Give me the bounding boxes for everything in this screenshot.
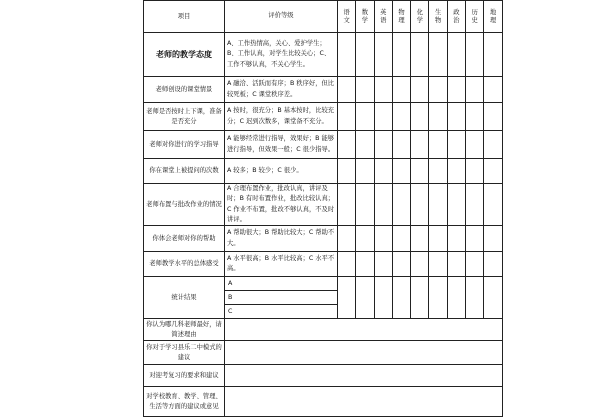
rating-cell[interactable]	[338, 103, 356, 131]
rating-cell[interactable]	[447, 184, 465, 226]
evaluation-row	[144, 184, 503, 226]
results-row	[144, 277, 503, 319]
rating-cell[interactable]	[447, 226, 465, 252]
row-item-label: 老师布置与批改作业的情况	[144, 184, 225, 226]
evaluation-row	[144, 226, 503, 252]
rating-cell[interactable]	[466, 33, 484, 77]
rating-cell[interactable]	[411, 77, 429, 103]
rating-cell[interactable]	[466, 159, 484, 184]
rating-cell[interactable]	[338, 226, 356, 252]
row-item-label: 老师创设的课堂情景	[144, 77, 225, 103]
rating-cell[interactable]	[466, 184, 484, 226]
rating-cell[interactable]	[411, 131, 429, 159]
rating-cell[interactable]	[392, 33, 410, 77]
row-criteria: A 融洽、活跃而有序；B 秩序好，但比较死板；C 课堂秩序差。	[225, 77, 338, 103]
rating-cell[interactable]	[392, 277, 410, 319]
open-question-label: 对迎考复习的要求和建议	[144, 365, 225, 387]
rating-cell[interactable]	[466, 252, 484, 277]
rating-cell[interactable]	[392, 77, 410, 103]
row-item-label: 你在课堂上被提问的次数	[144, 159, 225, 184]
results-marks	[225, 277, 338, 319]
rating-cell[interactable]	[411, 159, 429, 184]
row-criteria: A 帮助很大；B 帮助比较大；C 帮助不大。	[225, 226, 338, 252]
rating-cell[interactable]	[374, 159, 392, 184]
evaluation-row	[144, 103, 503, 131]
rating-cell[interactable]	[356, 33, 374, 77]
open-question-row	[144, 365, 503, 387]
subject-english: 英 语	[374, 1, 392, 33]
rating-cell[interactable]	[429, 184, 447, 226]
result-mark: B	[225, 291, 337, 305]
rating-cell[interactable]	[392, 184, 410, 226]
result-mark: C	[228, 308, 233, 315]
rating-cell[interactable]	[356, 159, 374, 184]
rating-cell[interactable]	[338, 33, 356, 77]
subject-biology: 生 物	[429, 1, 447, 33]
teacher-evaluation-table	[143, 0, 503, 417]
open-question-label: 你认为哪几科老师最好，请简述理由	[144, 319, 225, 341]
rating-cell[interactable]	[484, 252, 502, 277]
subject-politics: 政 治	[447, 1, 465, 33]
rating-cell[interactable]	[356, 277, 374, 319]
rating-cell[interactable]	[484, 277, 502, 319]
evaluation-row	[144, 131, 503, 159]
rating-cell[interactable]	[484, 77, 502, 103]
rating-cell[interactable]	[411, 277, 429, 319]
evaluation-row	[144, 252, 503, 277]
rating-cell[interactable]	[466, 277, 484, 319]
row-criteria: A 合理布置作业，批改认真，讲评及时；B 有时布置作业，批改比较认真；C 作业不布置，批改不够认真，不及时讲评。	[225, 184, 338, 226]
rating-cell[interactable]	[356, 77, 374, 103]
open-question-answer[interactable]	[225, 387, 503, 417]
row-item-label: 老师是否按时上下课，准备是否充分	[144, 103, 225, 131]
header-criteria: 评价等级	[225, 1, 338, 33]
rating-cell[interactable]	[466, 226, 484, 252]
row-criteria: A 按时，很充分；B 基本按时，比较充分；C 迟到次数多，课堂备不充分。	[225, 103, 338, 131]
row-criteria: A 较多；B 较少；C 很少。	[225, 159, 338, 184]
rating-cell[interactable]	[484, 184, 502, 226]
rating-cell[interactable]	[411, 33, 429, 77]
row-item-label: 老师教学水平的总体感受	[144, 252, 225, 277]
open-question-row	[144, 387, 503, 417]
rating-cell[interactable]	[447, 131, 465, 159]
rating-cell[interactable]	[411, 252, 429, 277]
rating-cell[interactable]	[429, 131, 447, 159]
rating-cell[interactable]	[356, 103, 374, 131]
rating-cell[interactable]	[484, 103, 502, 131]
rating-cell[interactable]	[429, 103, 447, 131]
rating-cell[interactable]	[447, 103, 465, 131]
header-item: 项目	[144, 1, 225, 33]
open-question-row	[144, 341, 503, 365]
rating-cell[interactable]	[429, 33, 447, 77]
open-question-label: 对学校教育、教学、管理、生活等方面的建议或意见	[144, 387, 225, 417]
rating-cell[interactable]	[338, 159, 356, 184]
results-label: 统计结果	[144, 277, 225, 319]
rating-cell[interactable]	[338, 252, 356, 277]
open-question-answer[interactable]	[225, 319, 503, 341]
rating-cell[interactable]	[392, 103, 410, 131]
row-item-label: 老师的教学态度	[144, 33, 225, 77]
subject-geography: 地 理	[484, 1, 502, 33]
rating-cell[interactable]	[338, 184, 356, 226]
subject-math: 数 学	[356, 1, 374, 33]
rating-cell[interactable]	[411, 226, 429, 252]
rating-cell[interactable]	[356, 131, 374, 159]
subject-physics: 物 理	[392, 1, 410, 33]
row-criteria: A 能够经常进行指导，效果好；B 能够进行指导，但效果一般；C 很少指导。	[225, 131, 338, 159]
rating-cell[interactable]	[484, 131, 502, 159]
rating-cell[interactable]	[374, 277, 392, 319]
rating-cell[interactable]	[447, 277, 465, 319]
rating-cell[interactable]	[411, 184, 429, 226]
rating-cell[interactable]	[447, 252, 465, 277]
subject-chemistry: 化 学	[411, 1, 429, 33]
row-item-label: 老师对你进行的学习指导	[144, 131, 225, 159]
rating-cell[interactable]	[466, 103, 484, 131]
rating-cell[interactable]	[411, 103, 429, 131]
row-criteria: A 水平很高；B 水平比较高；C 水平不高。	[225, 252, 338, 277]
rating-cell[interactable]	[392, 252, 410, 277]
rating-cell[interactable]	[374, 184, 392, 226]
rating-cell[interactable]	[447, 33, 465, 77]
row-criteria: A、工作热情高，关心、爱护学生；B、工作认真，对学生比较关心；C、工作不够认真，不关心学生。	[225, 33, 338, 77]
open-question-row	[144, 319, 503, 341]
evaluation-row	[144, 159, 503, 184]
rating-cell[interactable]	[429, 252, 447, 277]
rating-cell[interactable]	[392, 131, 410, 159]
subject-history: 历 史	[466, 1, 484, 33]
rating-cell[interactable]	[374, 33, 392, 77]
rating-cell[interactable]	[447, 77, 465, 103]
rating-cell[interactable]	[484, 226, 502, 252]
open-question-answer[interactable]	[225, 365, 503, 387]
rating-cell[interactable]	[338, 77, 356, 103]
evaluation-row	[144, 77, 503, 103]
rating-cell[interactable]	[466, 131, 484, 159]
rating-cell[interactable]	[374, 103, 392, 131]
rating-cell[interactable]	[374, 77, 392, 103]
rating-cell[interactable]	[338, 131, 356, 159]
rating-cell[interactable]	[429, 226, 447, 252]
rating-cell[interactable]	[429, 77, 447, 103]
rating-cell[interactable]	[429, 277, 447, 319]
rating-cell[interactable]	[338, 277, 356, 319]
rating-cell[interactable]	[356, 184, 374, 226]
subject-chinese: 语 文	[338, 1, 356, 33]
row-item-label: 你体会老师对你的帮助	[144, 226, 225, 252]
rating-cell[interactable]	[447, 159, 465, 184]
rating-cell[interactable]	[466, 77, 484, 103]
evaluation-row	[144, 33, 503, 77]
rating-cell[interactable]	[374, 226, 392, 252]
rating-cell[interactable]	[374, 131, 392, 159]
rating-cell[interactable]	[392, 226, 410, 252]
rating-cell[interactable]	[484, 159, 502, 184]
result-mark: A	[225, 277, 337, 291]
header-row	[144, 1, 503, 33]
rating-cell[interactable]	[374, 252, 392, 277]
rating-cell[interactable]	[392, 159, 410, 184]
rating-cell[interactable]	[484, 33, 502, 77]
rating-cell[interactable]	[356, 226, 374, 252]
open-question-label: 你对于学习县乐二中模式的建议	[144, 341, 225, 365]
rating-cell[interactable]	[356, 252, 374, 277]
rating-cell[interactable]	[429, 159, 447, 184]
open-question-answer[interactable]	[225, 341, 503, 365]
